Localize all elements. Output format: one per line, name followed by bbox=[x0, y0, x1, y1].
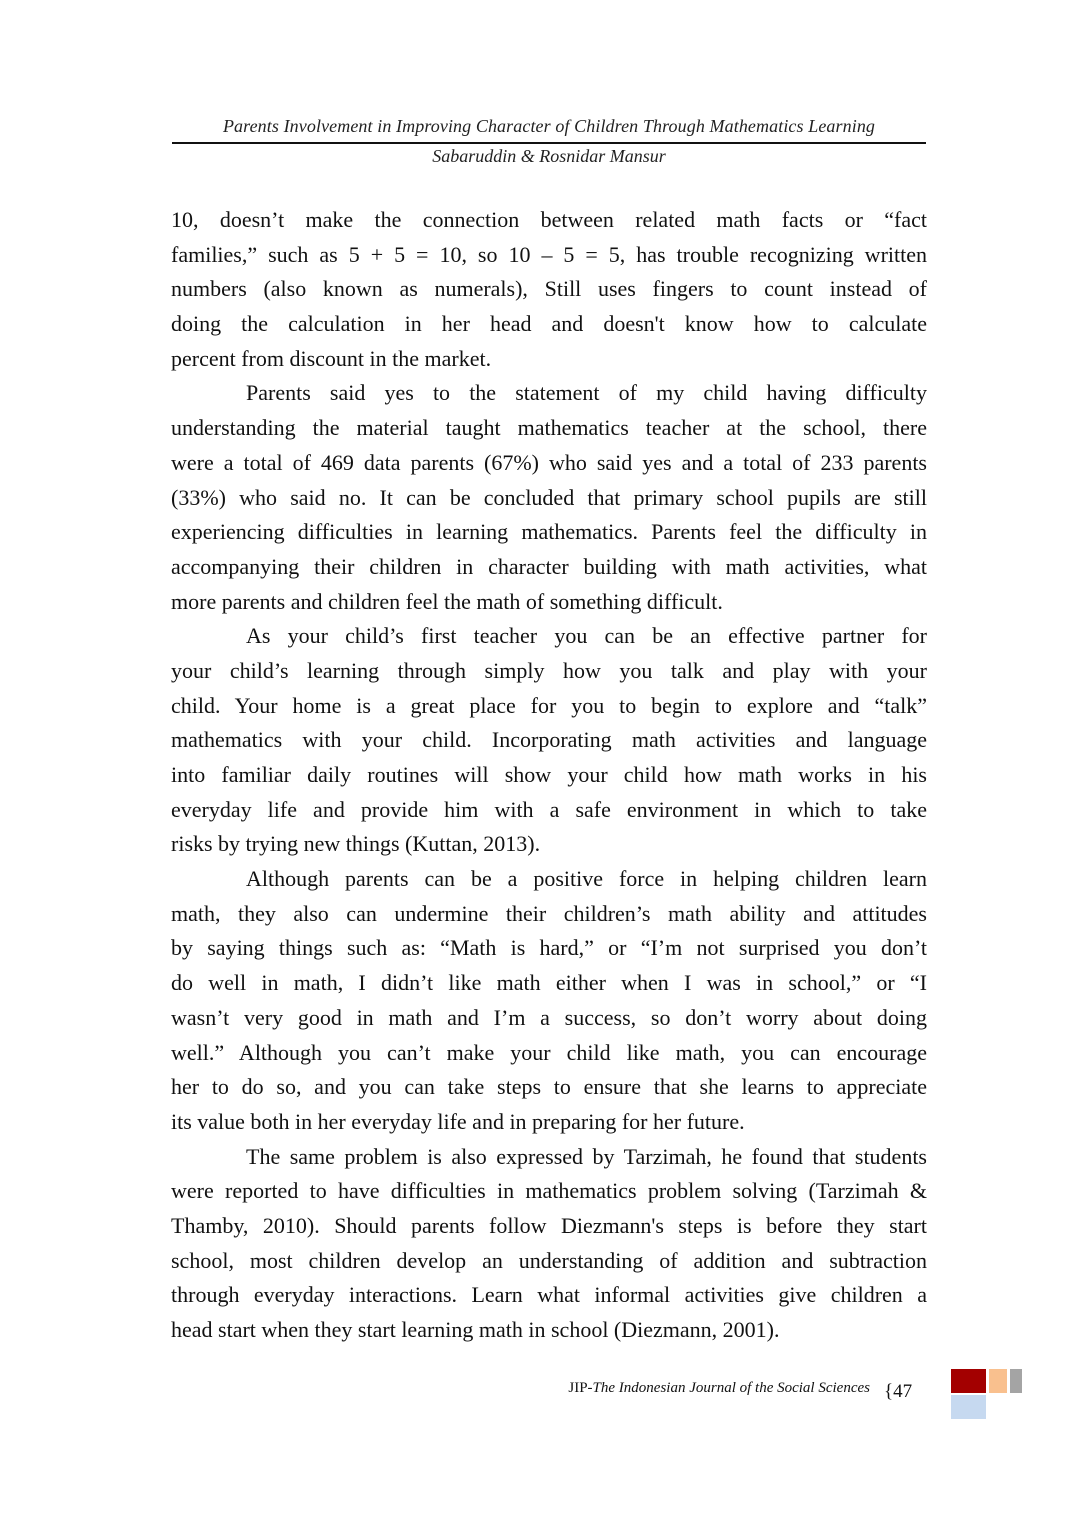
text-line: (33%) who said no. It can be concluded that primary school pupils are still bbox=[171, 484, 927, 510]
running-title: Parents Involvement in Improving Character of Children Through Mathematics Learning bbox=[222, 116, 876, 136]
text-line: Although parents can be a positive force in helping children learn bbox=[246, 866, 927, 892]
text-line: 10, doesn’t make the connection between related math facts or “fact bbox=[171, 207, 927, 232]
text-line: child. Your home is a great place for you to begin to explore and “talk” bbox=[171, 692, 927, 718]
paragraph bbox=[171, 203, 927, 376]
text-line: The same problem is also expressed by Tarzimah, he found that students bbox=[246, 1143, 927, 1169]
header-divider bbox=[172, 142, 926, 144]
text-line: experiencing difficulties in learning mathematics. Parents feel the difficulty in bbox=[171, 519, 927, 545]
text-line: percent from discount in the market. bbox=[171, 345, 492, 371]
text-line: by saying things such as: “Math is hard,” or “I’m not surprised you don’t bbox=[171, 935, 927, 961]
paragraph bbox=[171, 1140, 927, 1348]
decorative-block-light-blue bbox=[951, 1395, 986, 1419]
text-line: into familiar daily routines will show your child how math works in his bbox=[171, 762, 927, 787]
text-line: everyday life and provide him with a safe environment in which to take bbox=[171, 796, 927, 822]
authors: Sabaruddin & Rosnidar Mansur bbox=[432, 146, 666, 166]
text-line: wasn’t very good in math and I’m a success, so don’t worry about doing bbox=[171, 1004, 927, 1030]
text-line: well.” Although you can’t make your child like math, you can encourage bbox=[171, 1039, 927, 1065]
decorative-block-gray bbox=[1010, 1369, 1022, 1393]
text-line: do well in math, I didn’t like math either when I was in school,” or “I bbox=[171, 970, 927, 996]
text-line: your child’s learning through simply how you talk and play with your bbox=[171, 657, 927, 683]
text-line: accompanying their children in character building with math activities, what bbox=[171, 553, 927, 579]
paragraph bbox=[171, 619, 927, 862]
decorative-block-orange bbox=[989, 1369, 1007, 1393]
text-line: As your child’s first teacher you can be an effective partner for bbox=[246, 623, 927, 649]
text-line: through everyday interactions. Learn what informal activities give children a bbox=[171, 1282, 927, 1308]
text-line: were reported to have difficulties in mathematics problem solving (Tarzimah & bbox=[171, 1178, 927, 1204]
footer-journal-title bbox=[470, 1380, 870, 1397]
text-line: her to do so, and you can take steps to ensure that she learns to appreciate bbox=[171, 1074, 927, 1100]
decorative-block-dark-red bbox=[951, 1369, 986, 1393]
text-line: mathematics with your child. Incorporating math activities and language bbox=[171, 727, 927, 753]
paragraph bbox=[171, 862, 927, 1140]
text-line: were a total of 469 data parents (67%) who said yes and a total of 233 parents bbox=[171, 449, 927, 475]
text-line: risks by trying new things (Kuttan, 2013). bbox=[171, 831, 541, 857]
text-line: more parents and children feel the math of something difficult. bbox=[171, 588, 723, 614]
text-line: doing the calculation in her head and doesn't know how to calculate bbox=[171, 311, 927, 337]
text-line: school, most children develop an understanding of addition and subtraction bbox=[171, 1247, 927, 1273]
text-line: families,” such as 5 + 5 = 10, so 10 – 5 = 5, has trouble recognizing written bbox=[171, 241, 927, 267]
body-text bbox=[171, 203, 927, 1348]
text-line: numbers (also known as numerals), Still uses fingers to count instead of bbox=[171, 276, 927, 302]
text-line: head start when they start learning math in school (Diezmann, 2001). bbox=[171, 1317, 780, 1342]
journal-name: The Indonesian Journal of the Social Sciences bbox=[592, 1380, 870, 1396]
text-line: its value both in her everyday life and in preparing for her future. bbox=[171, 1108, 745, 1134]
text-line: understanding the material taught mathematics teacher at the school, there bbox=[171, 415, 927, 441]
journal-abbreviation: JIP- bbox=[568, 1380, 593, 1396]
paragraph bbox=[171, 376, 927, 619]
text-line: Parents said yes to the statement of my child having difficulty bbox=[246, 380, 927, 406]
text-line: math, they also can undermine their children’s math ability and attitudes bbox=[171, 900, 927, 926]
text-line: Thamby, 2010). Should parents follow Diezmann's steps is before they start bbox=[171, 1212, 927, 1238]
page-number: {47 bbox=[884, 1381, 913, 1402]
